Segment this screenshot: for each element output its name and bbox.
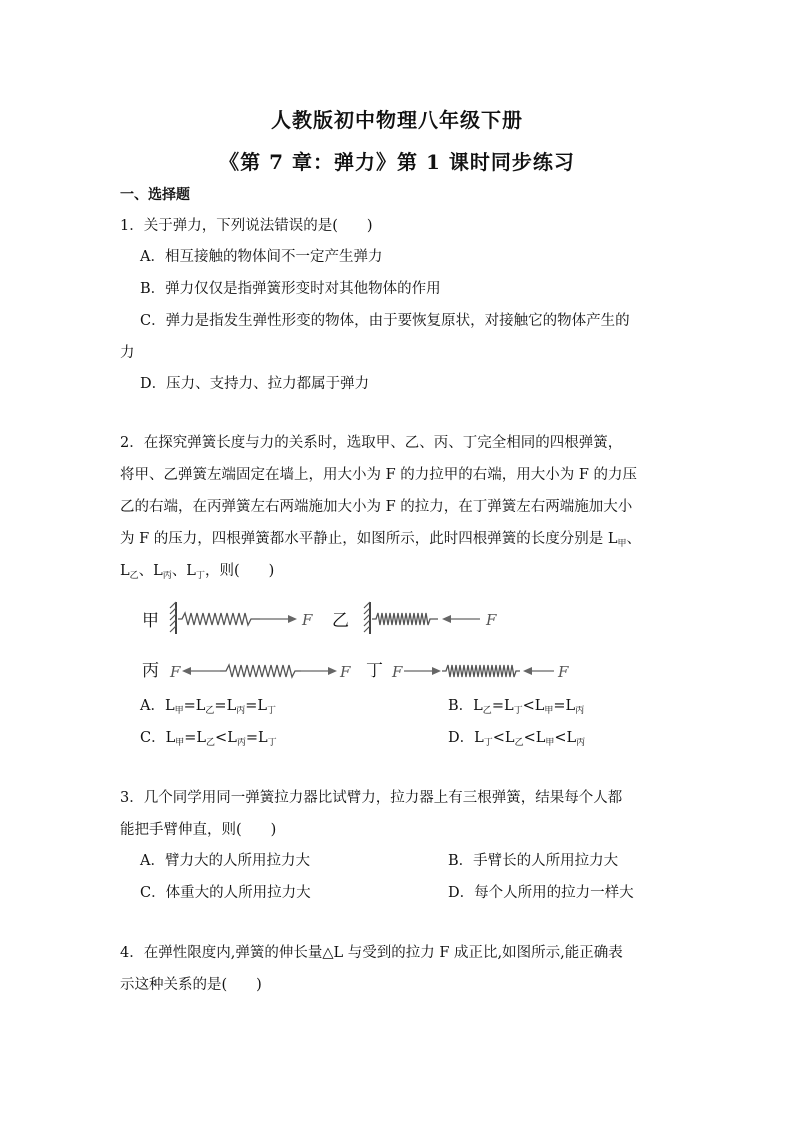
q2-option-d: D．$L_丁<L_乙<L_甲<L_丙$ bbox=[448, 730, 586, 748]
q2-stem-line2: 将甲、乙弹簧左端固定在墙上，用大小为 F 的力拉甲的右端，用大小为 F 的力压 bbox=[120, 467, 638, 483]
spring-figure-ding bbox=[390, 650, 580, 690]
q2-stem-line1: 2．在探究弹簧长度与力的关系时，选取甲、乙、丙、丁完全相同的四根弹簧， bbox=[120, 435, 623, 451]
force-label: F bbox=[302, 611, 313, 629]
q2-option-b: B．$L_乙=L_丁<L_甲=L_丙$ bbox=[448, 698, 585, 716]
spring-label-jia: 甲 bbox=[142, 611, 159, 631]
q1-option-c: C．弹力是指发生弹性形变的物体，由于要恢复原状，对接触它的物体产生的 bbox=[140, 313, 630, 329]
q1-option-a: A．相互接触的物体间不一定产生弹力 bbox=[140, 249, 383, 265]
q2-option-a: A．$L_甲=L_乙=L_丙=L_丁$ bbox=[140, 698, 277, 716]
q3-stem-line1: 3．几个同学用同一弹簧拉力器比试臂力，拉力器上有三根弹簧，结果每个人都 bbox=[120, 790, 623, 806]
spring-figure-yi bbox=[362, 598, 512, 638]
document-subtitle: 《第 7 章：弹力》第 1 课时同步练习 bbox=[219, 150, 575, 174]
section-heading: 一、选择题 bbox=[120, 187, 190, 203]
q3-option-a: A．臂力大的人所用拉力大 bbox=[140, 853, 310, 869]
spring-label-ding: 丁 bbox=[366, 661, 383, 681]
q4-stem-line2: 示这种关系的是( ) bbox=[120, 977, 262, 993]
q2-option-c: C．$L_甲=L_乙<L_丙=L_丁$ bbox=[140, 730, 277, 748]
force-label: F bbox=[340, 663, 351, 681]
force-label: F bbox=[558, 663, 569, 681]
force-label: F bbox=[392, 663, 403, 681]
spring-label-yi: 乙 bbox=[332, 611, 349, 631]
spring-label-bing: 丙 bbox=[142, 661, 159, 681]
q1-option-c-cont: 力 bbox=[120, 345, 135, 361]
q3-option-c: C．体重大的人所用拉力大 bbox=[140, 885, 311, 901]
force-label: F bbox=[170, 663, 181, 681]
force-label: F bbox=[486, 611, 497, 629]
q2-stem-line3: 乙的右端，在丙弹簧左右两端施加大小为 F 的拉力，在丁弹簧左右两端施加大小 bbox=[120, 499, 633, 515]
q1-option-b: B．弹力仅仅是指弹簧形变时对其他物体的作用 bbox=[140, 281, 441, 297]
q1-stem: 1．关于弹力，下列说法错误的是( ) bbox=[120, 218, 373, 234]
spring-figure-bing bbox=[168, 650, 358, 690]
q3-option-b: B．手臂长的人所用拉力大 bbox=[448, 853, 619, 869]
spring-figure-jia bbox=[168, 598, 318, 638]
q1-option-d: D．压力、支持力、拉力都属于弹力 bbox=[140, 376, 370, 392]
q2-stem-line4: 为 F 的压力，四根弹簧都水平静止，如图所示，此时四根弹簧的长度分别是 $L_甲$、 bbox=[120, 531, 642, 549]
q2-stem-line5: $L_乙$、$L_丙$、$L_丁$，则( ) bbox=[120, 563, 275, 581]
q4-stem-line1: 4．在弹性限度内,弹簧的伸长量△L 与受到的拉力 F 成正比,如图所示,能正确表 bbox=[120, 945, 623, 961]
q3-option-d: D．每个人所用的拉力一样大 bbox=[448, 885, 634, 901]
document-title: 人教版初中物理八年级下册 bbox=[271, 108, 523, 132]
q3-stem-line2: 能把手臂伸直，则( ) bbox=[120, 822, 277, 838]
